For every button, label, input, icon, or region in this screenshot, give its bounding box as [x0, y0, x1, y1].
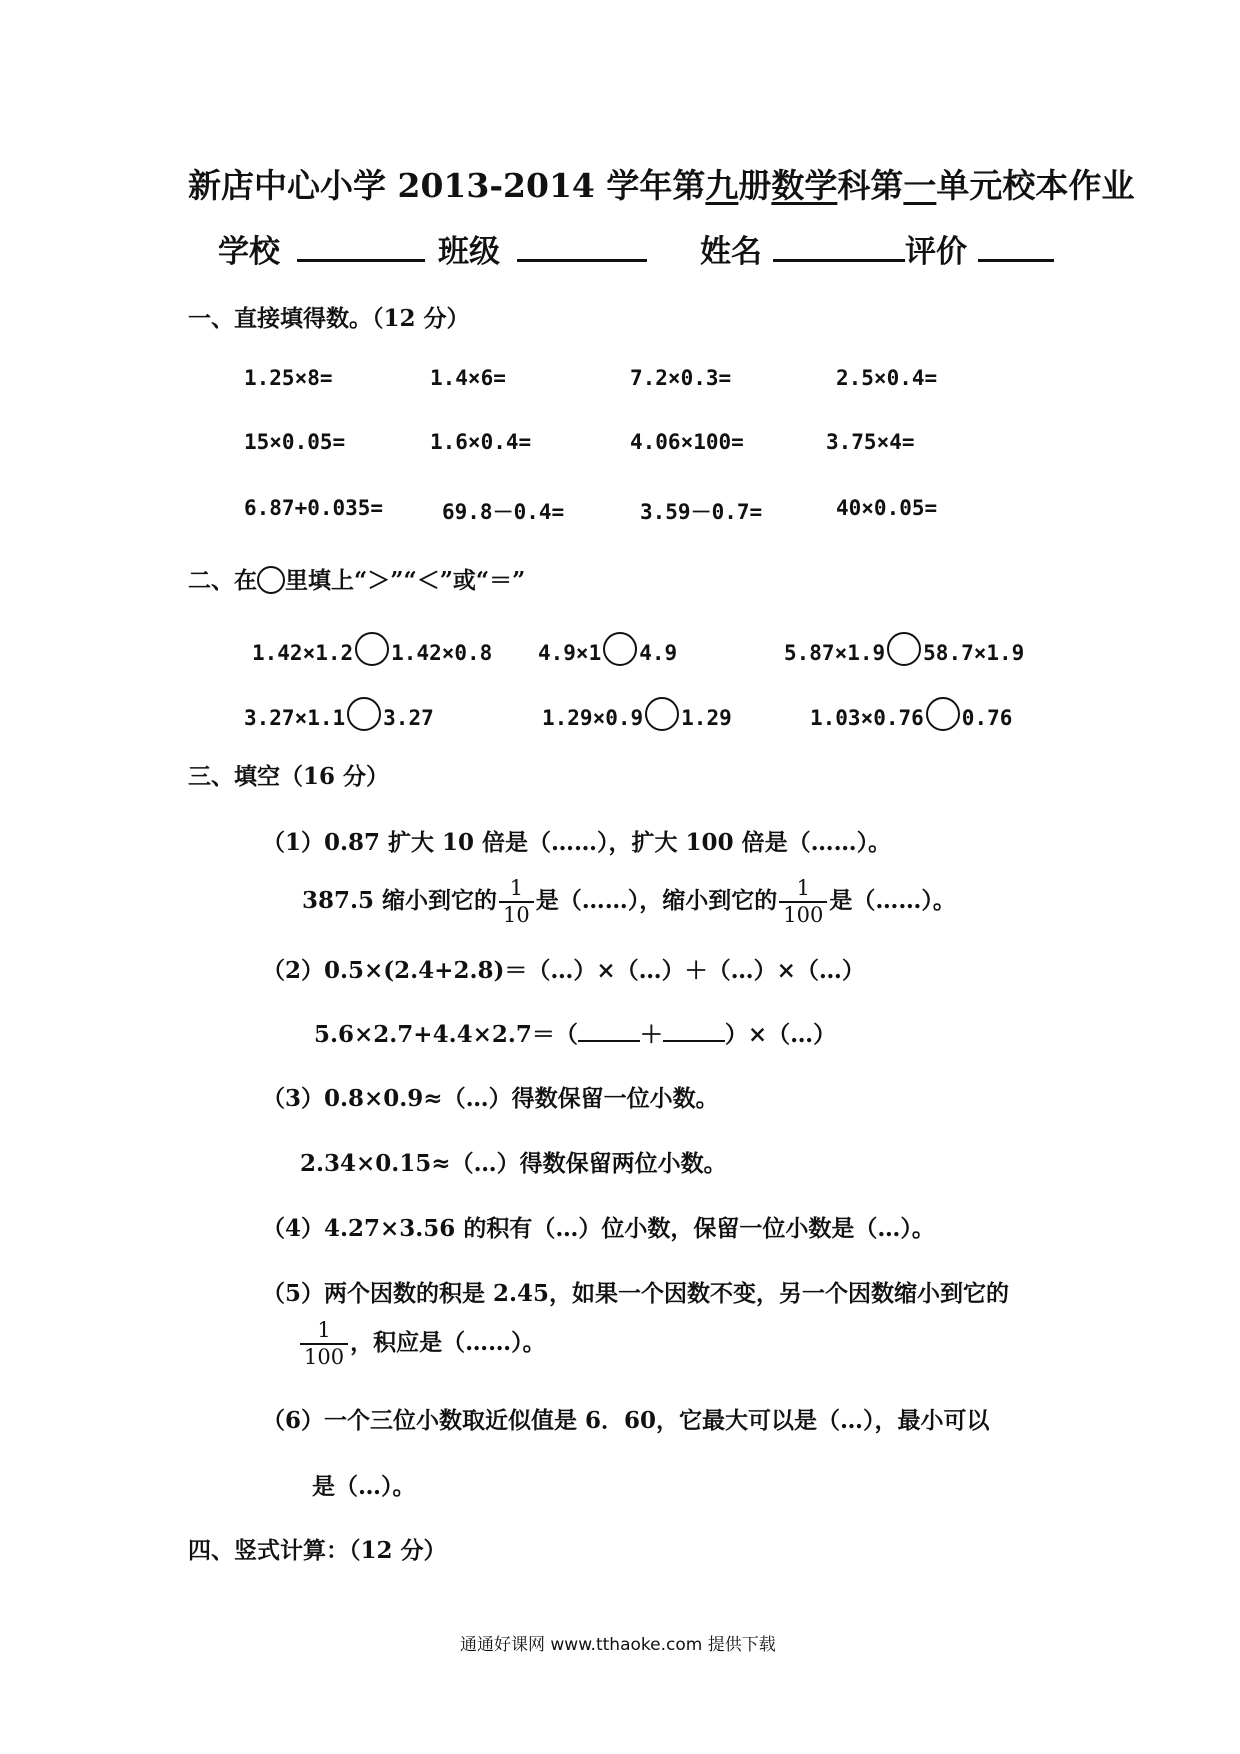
- fraction-denominator: 10: [503, 903, 530, 928]
- fraction-numerator: 1: [300, 1318, 348, 1345]
- question-2b: [314, 1016, 836, 1049]
- compare-right: 0.76: [961, 706, 1013, 730]
- question-5b-text: ，积应是（……）。: [350, 1329, 546, 1357]
- section-2-heading-a: 二、在: [188, 567, 257, 594]
- question-4: （4）4.27×3.56 的积有（…）位小数，保留一位小数是（…）。: [262, 1215, 935, 1242]
- fraction-numerator: 1: [779, 876, 827, 903]
- section-2-heading-b: 里填上“＞”“＜”或“＝”: [285, 567, 526, 594]
- calc-item: 1.6×0.4=: [430, 430, 532, 454]
- question-1b-post: 是（……）。: [829, 887, 956, 915]
- question-2b-pre: 5.6×2.7+4.4×2.7＝（: [314, 1021, 578, 1048]
- title-text-3: 科第: [837, 166, 904, 205]
- title-subject: 数学: [771, 166, 838, 205]
- school-label: 学校: [218, 234, 280, 270]
- compare-item: [538, 632, 677, 666]
- class-field[interactable]: [438, 226, 647, 271]
- question-2b-mid: ＋: [639, 1021, 663, 1048]
- name-label: 姓名: [700, 234, 762, 270]
- question-2b-post: ）×（…）: [724, 1021, 837, 1048]
- answer-blank[interactable]: [663, 1018, 725, 1042]
- compare-circle[interactable]: [355, 632, 389, 666]
- grade-field[interactable]: [905, 226, 1054, 271]
- fraction-denominator: 100: [783, 903, 824, 928]
- name-blank[interactable]: [773, 229, 905, 262]
- compare-circle[interactable]: [347, 697, 381, 731]
- calc-item: 4.06×100=: [630, 430, 744, 454]
- class-blank[interactable]: [517, 229, 647, 262]
- calc-item: 69.8－0.4=: [442, 500, 565, 524]
- title-text-4: 单元校本作业: [936, 166, 1135, 205]
- section-4-heading: 四、竖式计算：（12 分）: [188, 1537, 447, 1564]
- page-title: [188, 160, 1134, 207]
- footer-credit: 通通好课网 www.tthaoke.com 提供下载: [460, 1635, 776, 1655]
- compare-circle[interactable]: [603, 632, 637, 666]
- fraction-one-hundredth: [300, 1318, 348, 1370]
- compare-left: 4.9×1: [538, 641, 602, 665]
- answer-blank[interactable]: [578, 1018, 640, 1042]
- compare-right: 3.27: [383, 706, 434, 730]
- section-2-heading: [188, 562, 525, 595]
- fraction-one-tenth: [499, 876, 534, 928]
- calc-item: 2.5×0.4=: [836, 366, 938, 390]
- title-unit: 一: [903, 166, 937, 205]
- compare-left: 1.03×0.76: [810, 706, 924, 730]
- compare-left: 1.29×0.9: [542, 706, 644, 730]
- calc-item: 3.59－0.7=: [640, 500, 763, 524]
- compare-item: [244, 697, 434, 731]
- compare-left: 3.27×1.1: [244, 706, 346, 730]
- question-3a: （3）0.8×0.9≈（…）得数保留一位小数。: [262, 1085, 719, 1112]
- question-5a: （5）两个因数的积是 2.45，如果一个因数不变，另一个因数缩小到它的: [262, 1280, 1010, 1307]
- calc-item: 1.4×6=: [430, 366, 506, 390]
- question-1b-mid: 是（……），缩小到它的: [535, 887, 778, 915]
- question-6a: （6）一个三位小数取近似值是 6．60，它最大可以是（…），最小可以: [262, 1407, 990, 1434]
- fraction-denominator: 100: [304, 1345, 345, 1370]
- grade-label: 评价: [905, 234, 967, 270]
- compare-item: [810, 697, 1012, 731]
- grade-blank[interactable]: [978, 229, 1054, 262]
- compare-right: 58.7×1.9: [923, 641, 1025, 665]
- class-label: 班级: [438, 234, 500, 270]
- circle-icon: [257, 566, 285, 594]
- question-3b: 2.34×0.15≈（…）得数保留两位小数。: [300, 1150, 727, 1177]
- calc-item: 40×0.05=: [836, 496, 938, 520]
- compare-right: 1.29: [681, 706, 732, 730]
- compare-item: [542, 697, 732, 731]
- compare-item: [784, 632, 1024, 666]
- section-1-heading: 一、直接填得数。（12 分）: [188, 305, 470, 332]
- compare-left: 1.42×1.2: [252, 641, 354, 665]
- compare-right: 4.9: [639, 641, 678, 665]
- calc-item: 15×0.05=: [244, 430, 346, 454]
- compare-circle[interactable]: [926, 697, 960, 731]
- question-1a: （1）0.87 扩大 10 倍是（……），扩大 100 倍是（……）。: [262, 829, 892, 856]
- question-5b: [298, 1318, 546, 1370]
- title-text-1: 新店中心小学 2013-2014 学年第: [188, 166, 706, 205]
- compare-circle[interactable]: [645, 697, 679, 731]
- compare-item: [252, 632, 492, 666]
- title-volume: 九: [705, 166, 739, 205]
- calc-item: 3.75×4=: [826, 430, 915, 454]
- name-field[interactable]: [700, 226, 905, 271]
- question-6b: 是（…）。: [312, 1473, 416, 1500]
- compare-left: 5.87×1.9: [784, 641, 886, 665]
- school-field[interactable]: [218, 226, 425, 271]
- compare-circle[interactable]: [887, 632, 921, 666]
- fraction-one-hundredth: [779, 876, 827, 928]
- question-1b-pre: 387.5 缩小到它的: [302, 887, 498, 915]
- question-2a: （2）0.5×(2.4+2.8)＝（…）×（…）＋（…）×（…）: [262, 957, 865, 984]
- title-text-2: 册: [738, 166, 772, 205]
- compare-right: 1.42×0.8: [391, 641, 493, 665]
- question-1b: [302, 876, 956, 928]
- section-3-heading: 三、填空（16 分）: [188, 763, 390, 790]
- school-blank[interactable]: [297, 229, 425, 262]
- calc-item: 7.2×0.3=: [630, 366, 732, 390]
- calc-item: 6.87+0.035=: [244, 496, 384, 520]
- calc-item: 1.25×8=: [244, 366, 333, 390]
- fraction-numerator: 1: [499, 876, 534, 903]
